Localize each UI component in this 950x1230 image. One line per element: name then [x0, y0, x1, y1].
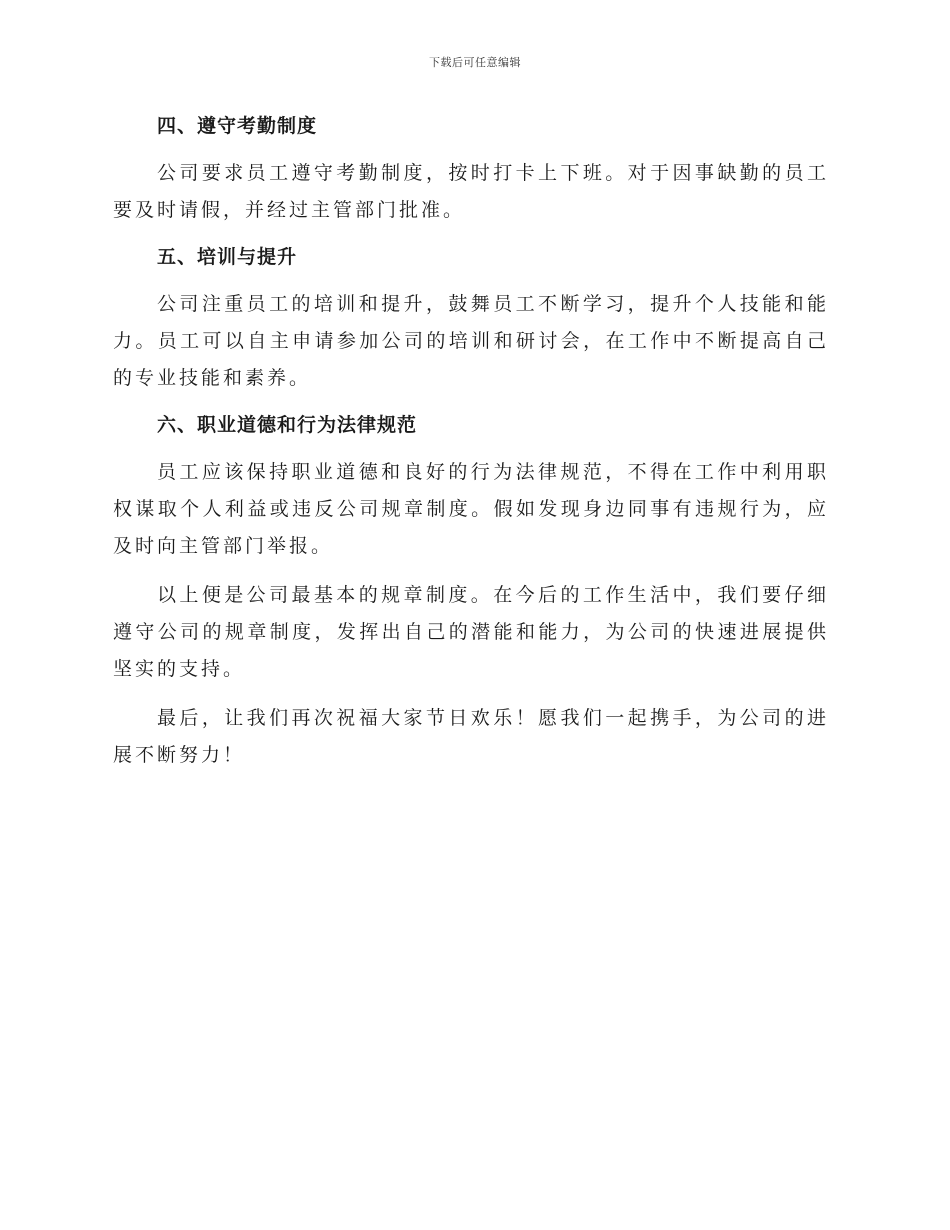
section-paragraph-attendance: 公司要求员工遵守考勤制度，按时打卡上下班。对于因事缺勤的员工要及时请假，并经过主管部门批准。: [113, 162, 829, 221]
page-header: 下载后可任意编辑: [429, 56, 521, 69]
section-paragraph-training: 公司注重员工的培训和提升，鼓舞员工不断学习，提升个人技能和能力。员工可以自主申请参加公司的培训和研讨会，在工作中不断提高自己的专业技能和素养。: [113, 293, 829, 389]
document-body: [113, 110, 829, 786]
section-heading-ethics: 六、职业道德和行为法律规范: [157, 414, 418, 436]
closing-paragraph-summary: 以上便是公司最基本的规章制度。在今后的工作生活中，我们要仔细遵守公司的规章制度，发挥出自己的潜能和能力，为公司的快速进展提供坚实的支持。: [113, 584, 829, 680]
section-heading-attendance: 四、遵守考勤制度: [157, 115, 318, 137]
section-paragraph-ethics: 员工应该保持职业道德和良好的行为法律规范，不得在工作中利用职权谋取个人利益或违反公司规章制度。假如发现身边同事有违规行为，应及时向主管部门举报。: [113, 461, 829, 557]
section-heading-training: 五、培训与提升: [157, 246, 298, 268]
closing-paragraph-wishes: 最后，让我们再次祝福大家节日欢乐！愿我们一起携手，为公司的进展不断努力！: [113, 707, 829, 766]
